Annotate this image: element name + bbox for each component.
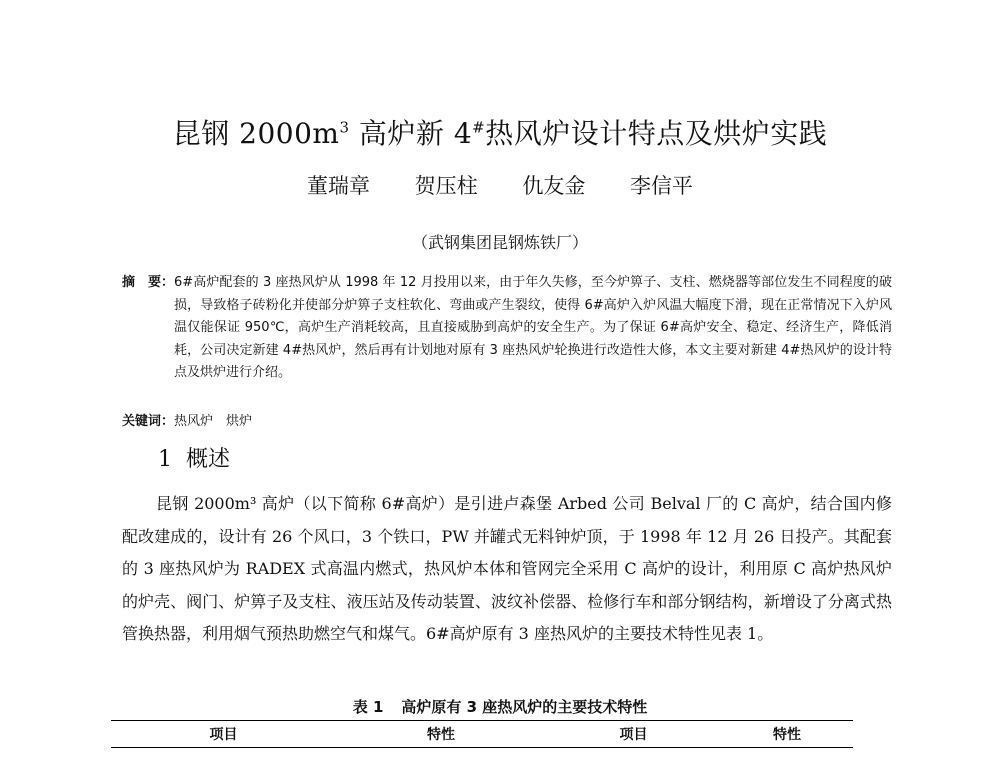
section-number: 1 — [158, 447, 172, 472]
affiliation: （武钢集团昆钢炼铁厂） — [411, 233, 588, 252]
title-sup1: 3 — [339, 118, 350, 137]
table-caption-text: 高炉原有 3 座热风炉的主要技术特性 — [401, 698, 648, 716]
table-header-cell: 特性 — [721, 721, 853, 748]
paper-title — [0, 112, 1000, 152]
table-1-grid — [111, 721, 853, 748]
table-header-cell: 项目 — [546, 721, 721, 748]
table-1 — [111, 720, 853, 748]
abstract — [122, 272, 892, 385]
table-caption-number: 表 1 — [352, 698, 384, 716]
title-part2: 高炉新 4 — [349, 117, 473, 150]
abstract-label: 摘 要： — [122, 275, 175, 290]
author: 仇友金 — [522, 174, 586, 198]
intro-paragraph: 昆钢 2000m³ 高炉（以下简称 6#高炉）是引进卢森堡 Arbed 公司 Belval 厂的 C 高炉，结合国内修配改建成的，设计有 26 个风口，3 个铁口，PW 并罐式无料钟炉顶，于 1998 年 12 月 26 日投产。其配套的 3 座热风炉为 RADEX 式高温内燃式，热风炉本体和管网完全采用 C 高炉的设计，利用原 C 高炉热风炉的炉壳、阀门、炉箅子及支柱、液压站及传动装置、波纹补偿器、检修行车和部分钢结构，新增设了分离式热管换热器，利用烟气预热助燃空气和煤气。6#高炉原有 3 座热风炉的主要技术特性见表 1。 — [122, 494, 892, 643]
abstract-text: 6#高炉配套的 3 座热风炉从 1998 年 12 月投用以来，由于年久失修，至今炉箅子、支柱、燃烧器等部位发生不同程度的破损，导致格子砖粉化并使部分炉箅子支柱软化、弯曲或产生裂纹，使得 6#高炉入炉风温大幅度下滑，现在正常情况下入炉风温仅能保证 950℃，高炉生产消耗较高，且直接威胁到高炉的安全生产。为了保证 6#高炉安全、稳定、经济生产，降低消耗，公司决定新建 4#热风炉，然后再有计划地对原有 3 座热风炉轮换进行改造性大修，本文主要对新建 4#热风炉的设计特点及烘炉进行介绍。 — [174, 275, 892, 380]
author-list — [0, 170, 1000, 200]
title-part3: 热风炉设计特点及烘炉实践 — [485, 117, 828, 150]
title-sup2: # — [472, 118, 486, 137]
keywords-text: 热风炉 烘炉 — [174, 414, 253, 429]
table-caption — [0, 696, 1000, 717]
author: 董瑞章 — [306, 174, 370, 198]
title-part1: 昆钢 2000m — [172, 117, 340, 150]
keywords-label: 关键词： — [122, 414, 175, 429]
table-header-row — [111, 721, 853, 748]
section-title: 概述 — [186, 447, 231, 472]
author: 李信平 — [630, 174, 694, 198]
section-heading — [158, 442, 244, 473]
author: 贺压柱 — [414, 174, 478, 198]
keywords — [122, 410, 252, 429]
table-header-cell: 特性 — [336, 721, 546, 748]
table-header-cell: 项目 — [111, 721, 336, 748]
